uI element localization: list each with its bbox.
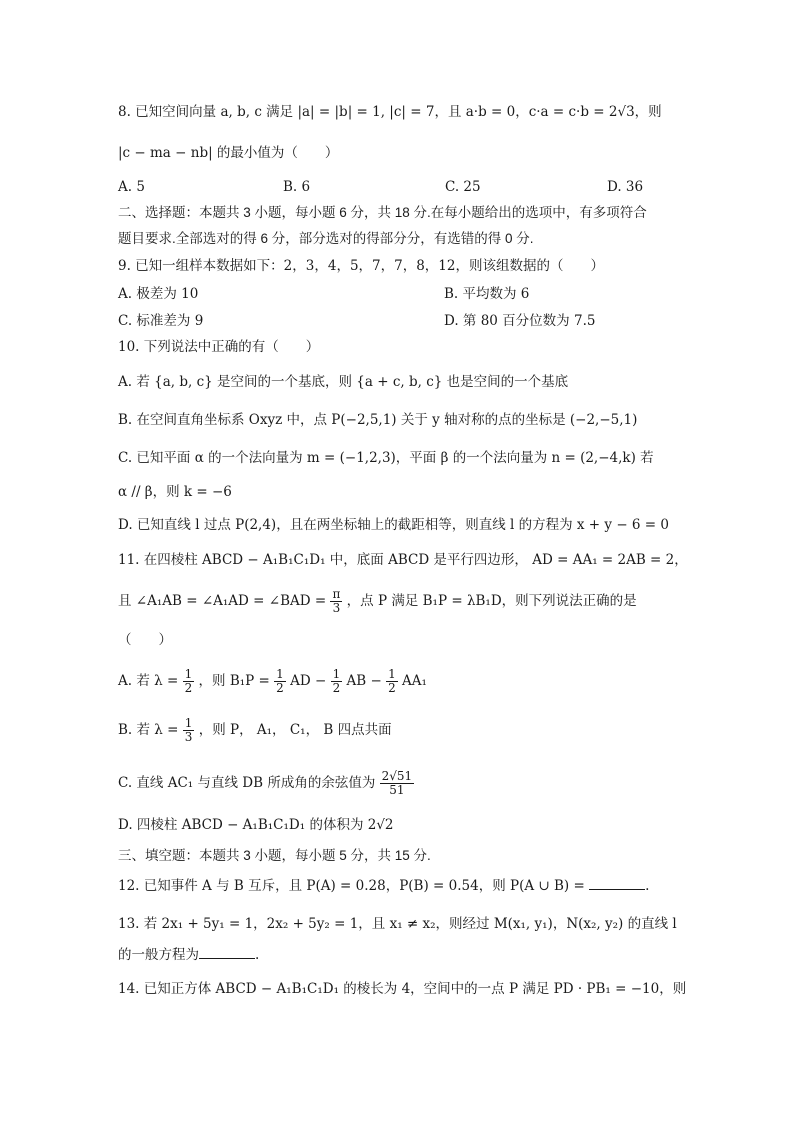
q14-stem: 14. 已知正方体 ABCD − A₁B₁C₁D₁ 的棱长为 4，空间中的一点 P 满足 PD · PB₁ = −10，则	[118, 981, 687, 997]
q10-option-c-line2: α // β，则 k = −6	[118, 484, 232, 500]
fraction-denominator: 51	[389, 783, 405, 797]
fraction-numerator: 1	[388, 667, 396, 681]
q9-option-c: C. 标准差为 9	[118, 313, 204, 329]
q11-option-d: D. 四棱柱 ABCD − A₁B₁C₁D₁ 的体积为 2√2	[118, 817, 394, 833]
q11-b-suffix: ，则 P， A₁， C₁， B 四点共面	[198, 722, 392, 738]
q11-b-lambda-fraction	[183, 717, 195, 744]
section2-heading-line1: 二、选择题：本题共 3 小题，每小题 6 分，共 18 分.在每小题给出的选项中，有多项符合	[118, 205, 647, 220]
q11-a-coef3	[386, 668, 398, 695]
q8-option-d: D. 36	[607, 179, 644, 195]
q8-option-c: C. 25	[445, 179, 481, 195]
fraction-numerator: 1	[184, 716, 193, 730]
q8-stem-line1: 8. 已知空间向量 a, b, c 满足 |a| = |b| = 1, |c| = 7，且 a·b = 0，c·a = c·b = 2√3，则	[118, 104, 662, 120]
q11-line2-part1: 且 ∠A₁AB = ∠A₁AD = ∠BAD =	[118, 593, 327, 609]
fraction-denominator: 3	[332, 601, 341, 615]
q11-a-prefix: A. 若 λ =	[118, 673, 179, 689]
q8-option-b: B. 6	[283, 179, 311, 195]
q9-stem: 9. 已知一组样本数据如下：2，3，4，5，7，7，8，12，则该组数据的（ ）	[118, 258, 604, 274]
fraction-numerator: 1	[276, 667, 284, 681]
q11-stem-line1: 11. 在四棱柱 ABCD − A₁B₁C₁D₁ 中，底面 ABCD 是平行四边形， AD = AA₁ = 2AB = 2，	[118, 552, 688, 568]
q11-option-c	[118, 770, 414, 797]
q11-c-cosine-fraction	[380, 770, 415, 797]
q11-b-prefix: B. 若 λ =	[118, 722, 179, 738]
q11-angle-fraction	[330, 588, 342, 615]
q12-period: .	[645, 878, 650, 894]
fraction-denominator: 2	[332, 681, 341, 695]
q11-a-lambda-fraction	[183, 668, 195, 695]
q11-c-prefix: C. 直线 AC₁ 与直线 DB 所成角的余弦值为	[118, 775, 376, 791]
q13-answer-blank	[199, 944, 255, 959]
q11-line2-part2: ，点 P 满足 B₁P = λB₁D，则下列说法正确的是	[346, 593, 637, 609]
fraction-denominator: 2	[184, 681, 193, 695]
q8-stem-line2: |c − ma − nb| 的最小值为（ ）	[118, 145, 339, 161]
q8-option-a: A. 5	[118, 179, 145, 195]
q13-stem-line2	[118, 944, 259, 965]
fraction-numerator: 1	[184, 667, 193, 681]
fraction-denominator: 2	[276, 681, 284, 695]
fraction-denominator: 3	[184, 730, 193, 744]
q11-option-a	[118, 668, 427, 695]
q11-a-term1: AD −	[290, 673, 327, 689]
q10-option-b: B. 在空间直角坐标系 Oxyz 中，点 P(−2,5,1) 关于 y 轴对称的点的坐标是 (−2,−5,1)	[118, 412, 638, 428]
q11-a-term2: AB −	[346, 673, 382, 689]
fraction-denominator: 2	[388, 681, 396, 695]
fraction-numerator: π	[332, 587, 341, 601]
q10-option-a: A. 若 {a, b, c} 是空间的一个基底，则 {a + c, b, c} 也是空间的一个基底	[118, 374, 569, 390]
q11-a-coef1	[274, 668, 286, 695]
section2-heading-line2: 题目要求.全部选对的得 6 分，部分选对的得部分分，有选错的得 0 分.	[118, 231, 534, 246]
q9-option-d: D. 第 80 百分位数为 7.5	[444, 313, 596, 329]
q12-stem	[118, 875, 649, 896]
q9-option-b: B. 平均数为 6	[444, 286, 530, 302]
q13-stem-line1: 13. 若 2x₁ + 5y₁ = 1，2x₂ + 5y₂ = 1，且 x₁ ≠ x₂，则经过 M(x₁, y₁)，N(x₂, y₂) 的直线 l	[118, 916, 677, 932]
q9-option-a: A. 极差为 10	[118, 286, 199, 302]
fraction-numerator: 2√51	[381, 769, 413, 783]
q13-text: 的一般方程为	[118, 947, 199, 963]
fraction-numerator: 1	[332, 667, 341, 681]
q11-a-term3: AA₁	[402, 673, 427, 689]
q11-stem-line3: （ ）	[118, 632, 172, 648]
q11-a-mid: ，则 B₁P =	[198, 673, 270, 689]
section3-heading: 三、填空题：本题共 3 小题，每小题 5 分，共 15 分.	[118, 848, 431, 863]
q11-a-coef2	[331, 668, 343, 695]
q10-option-c-line1: C. 已知平面 α 的一个法向量为 m = (−1,2,3)，平面 β 的一个法向量为 n = (2,−4,k) 若	[118, 450, 654, 466]
q12-text: 12. 已知事件 A 与 B 互斥，且 P(A) = 0.28，P(B) = 0.54，则 P(A ∪ B) =	[118, 878, 585, 894]
q13-period: .	[255, 947, 260, 963]
q10-option-d: D. 已知直线 l 过点 P(2,4)，且在两坐标轴上的截距相等，则直线 l 的方程为 x + y − 6 = 0	[118, 517, 669, 533]
q12-answer-blank	[589, 875, 645, 890]
q11-option-b	[118, 717, 392, 744]
q10-stem: 10. 下列说法中正确的有（ ）	[118, 339, 320, 355]
q11-stem-line2	[118, 588, 637, 615]
